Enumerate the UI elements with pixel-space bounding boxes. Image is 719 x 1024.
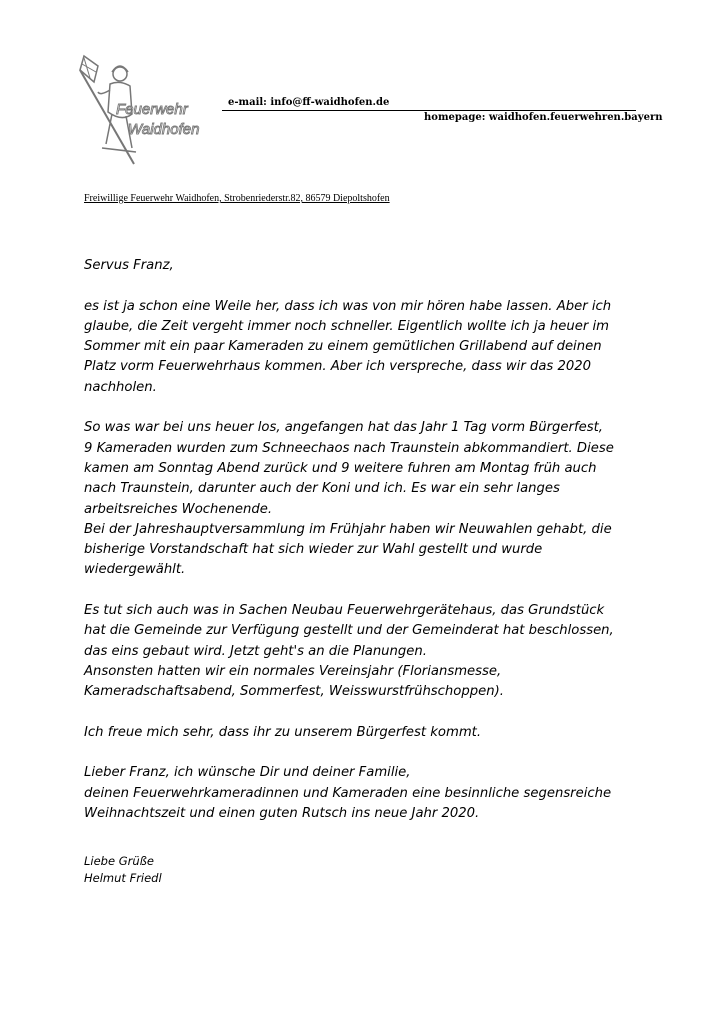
- header-divider: [222, 110, 636, 111]
- logo-text-line2: Waidhofen: [128, 121, 200, 138]
- text-line: wiedergewählt.: [84, 562, 186, 578]
- header-homepage[interactable]: homepage: waidhofen.feuerwehren.bayern: [424, 112, 663, 123]
- text-line: 9 Kameraden wurden zum Schneechaos nach Traunstein abkommandiert. Diese: [84, 440, 614, 456]
- text-line: Weihnachtszeit und einen guten Rutsch ins neue Jahr 2020.: [84, 806, 480, 822]
- sender-address: Freiwillige Feuerwehr Waidhofen, Strobenriederstr.82, 86579 Diepoltshofen: [84, 193, 390, 204]
- paragraph-4: [84, 723, 644, 743]
- letter-body: [84, 256, 644, 824]
- text-line: deinen Feuerwehrkameradinnen und Kameraden eine besinnliche segensreiche: [84, 785, 612, 801]
- text-line: hat die Gemeinde zur Verfügung gestellt und der Gemeinderat hat beschlossen,: [84, 623, 614, 639]
- paragraph-2: [84, 418, 644, 580]
- logo-text-line1: Feuerwehr: [116, 101, 188, 118]
- text-line: Bei der Jahreshauptversammlung im Frühjahr haben wir Neuwahlen gehabt, die: [84, 521, 612, 537]
- text-line: bisherige Vorstandschaft hat sich wieder zur Wahl gestellt und wurde: [84, 542, 543, 558]
- text-line: kamen am Sonntag Abend zurück und 9 weitere fuhren am Montag früh auch: [84, 460, 597, 476]
- text-line: es ist ja schon eine Weile her, dass ich was von mir hören habe lassen. Aber ich: [84, 298, 612, 314]
- text-line: glaube, die Zeit vergeht immer noch schneller. Eigentlich wollte ich ja heuer im: [84, 318, 609, 334]
- signature-name: Helmut Friedl: [84, 871, 162, 885]
- letter-closing: [84, 853, 162, 887]
- header-email[interactable]: e-mail: info@ff-waidhofen.de: [228, 97, 390, 108]
- text-line: Kameradschaftsabend, Sommerfest, Weisswurstfrühschoppen).: [84, 684, 504, 700]
- salutation: Servus Franz,: [84, 258, 174, 273]
- text-line: Es tut sich auch was in Sachen Neubau Feuerwehrgerätehaus, das Grundstück: [84, 603, 605, 619]
- text-line: nach Traunstein, darunter auch der Koni und ich. Es war ein sehr langes: [84, 481, 560, 497]
- paragraph-1: [84, 297, 644, 398]
- text-line: Sommer mit ein paar Kameraden zu einem gemütlichen Grillabend auf deinen: [84, 339, 602, 355]
- fire-brigade-logo: [72, 52, 202, 172]
- text-line: Lieber Franz, ich wünsche Dir und deiner Familie,: [84, 765, 411, 781]
- text-line: Ich freue mich sehr, dass ihr zu unserem Bürgerfest kommt.: [84, 724, 482, 740]
- text-line: das eins gebaut wird. Jetzt geht's an die Planungen.: [84, 643, 427, 659]
- paragraph-3: [84, 601, 644, 702]
- closing-greeting: Liebe Grüße: [84, 854, 154, 868]
- text-line: arbeitsreiches Wochenende.: [84, 501, 273, 517]
- text-line: Ansonsten hatten wir ein normales Vereinsjahr (Floriansmesse,: [84, 663, 502, 679]
- text-line: nachholen.: [84, 379, 157, 395]
- text-line: Platz vorm Feuerwehrhaus kommen. Aber ich verspreche, dass wir das 2020: [84, 359, 592, 375]
- text-line: So was war bei uns heuer los, angefangen hat das Jahr 1 Tag vorm Bürgerfest,: [84, 420, 603, 436]
- paragraph-5: [84, 763, 644, 824]
